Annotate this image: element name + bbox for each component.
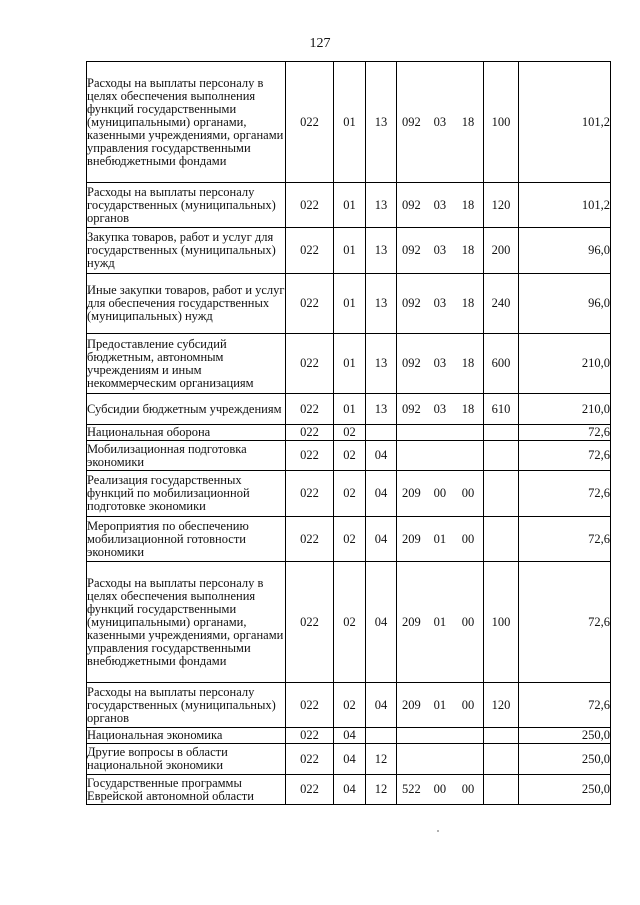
csr-code <box>397 683 484 728</box>
expense-name: Субсидии бюджетным учреждениям <box>87 394 286 425</box>
pr-code: 13 <box>366 274 397 334</box>
csr-part-2: 01 <box>433 531 447 546</box>
ved-code: 022 <box>286 744 334 775</box>
expense-name: Иные закупки товаров, работ и услуг для обеспечения государственных (муниципальных) нужд <box>87 274 286 334</box>
pr-code: 04 <box>366 471 397 517</box>
ved-code: 022 <box>286 228 334 274</box>
amount: 250,0 <box>519 744 611 775</box>
ved-code: 022 <box>286 62 334 183</box>
pr-code: 13 <box>366 334 397 394</box>
amount: 101,2 <box>519 62 611 183</box>
rz-code: 04 <box>334 744 366 775</box>
expense-name: Расходы на выплаты персоналу в целях обеспечения выполнения функций государственными (муниципальными) органами, казенными учреждениями, органами управления государственными внебюджетными фондами <box>87 562 286 683</box>
rz-code: 04 <box>334 775 366 805</box>
expense-name: Другие вопросы в области национальной экономики <box>87 744 286 775</box>
vr-code <box>484 728 519 744</box>
csr-part-3: 18 <box>461 401 475 416</box>
table-row <box>87 425 611 441</box>
csr-code <box>397 183 484 228</box>
csr-part-1: 522 <box>402 782 421 796</box>
rz-code: 02 <box>334 683 366 728</box>
csr-part-3: 00 <box>461 697 475 712</box>
amount: 250,0 <box>519 775 611 805</box>
vr-code: 100 <box>484 62 519 183</box>
csr-part-3: 18 <box>461 197 475 212</box>
csr-code <box>397 62 484 183</box>
rz-code: 02 <box>334 425 366 441</box>
ved-code: 022 <box>286 394 334 425</box>
rz-code: 02 <box>334 517 366 562</box>
vr-code <box>484 775 519 805</box>
csr-part-1: 092 <box>402 114 421 129</box>
csr-code <box>397 394 484 425</box>
rz-code: 01 <box>334 228 366 274</box>
csr-part-3: 18 <box>461 356 475 370</box>
rz-code: 01 <box>334 183 366 228</box>
csr-part-2: 03 <box>433 243 447 257</box>
ved-code: 022 <box>286 517 334 562</box>
pr-code: 04 <box>366 683 397 728</box>
csr-code <box>397 744 484 775</box>
csr-part-3: 00 <box>461 614 475 629</box>
amount: 96,0 <box>519 228 611 274</box>
ved-code: 022 <box>286 274 334 334</box>
csr-part-3: 18 <box>461 296 475 310</box>
rz-code: 01 <box>334 274 366 334</box>
expense-name: Закупка товаров, работ и услуг для государственных (муниципальных) нужд <box>87 228 286 274</box>
csr-code <box>397 441 484 471</box>
budget-table-body <box>87 62 611 805</box>
amount: 72,6 <box>519 683 611 728</box>
table-row <box>87 562 611 683</box>
amount: 96,0 <box>519 274 611 334</box>
table-row <box>87 274 611 334</box>
rz-code: 01 <box>334 394 366 425</box>
expense-name: Мобилизационная подготовка экономики <box>87 441 286 471</box>
rz-code: 02 <box>334 441 366 471</box>
csr-code <box>397 562 484 683</box>
amount: 210,0 <box>519 334 611 394</box>
csr-part-1: 209 <box>402 697 421 712</box>
vr-code: 200 <box>484 228 519 274</box>
pr-code: 13 <box>366 228 397 274</box>
table-row <box>87 62 611 183</box>
csr-part-1: 092 <box>402 356 421 370</box>
expense-name: Реализация государственных функций по мобилизационной подготовке экономики <box>87 471 286 517</box>
pr-code: 13 <box>366 62 397 183</box>
vr-code <box>484 744 519 775</box>
csr-part-2: 03 <box>433 296 447 310</box>
csr-code <box>397 334 484 394</box>
rz-code: 02 <box>334 471 366 517</box>
amount: 72,6 <box>519 425 611 441</box>
csr-part-3: 00 <box>461 531 475 546</box>
csr-part-2: 00 <box>433 782 447 796</box>
vr-code <box>484 441 519 471</box>
ved-code: 022 <box>286 334 334 394</box>
table-row <box>87 517 611 562</box>
page-number: 127 <box>309 36 331 51</box>
csr-part-2: 03 <box>433 114 447 129</box>
table-row <box>87 775 611 805</box>
pr-code <box>366 425 397 441</box>
csr-part-3: 18 <box>461 114 475 129</box>
csr-code <box>397 517 484 562</box>
vr-code: 120 <box>484 683 519 728</box>
csr-part-2: 03 <box>433 401 447 416</box>
pr-code <box>366 728 397 744</box>
table-row <box>87 228 611 274</box>
rz-code: 02 <box>334 562 366 683</box>
amount: 72,6 <box>519 517 611 562</box>
table-row <box>87 394 611 425</box>
table-row <box>87 334 611 394</box>
ved-code: 022 <box>286 183 334 228</box>
csr-part-2: 03 <box>433 197 447 212</box>
csr-part-1: 209 <box>402 531 421 546</box>
amount: 210,0 <box>519 394 611 425</box>
csr-part-1: 092 <box>402 197 421 212</box>
amount: 250,0 <box>519 728 611 744</box>
ved-code: 022 <box>286 425 334 441</box>
csr-code <box>397 425 484 441</box>
table-row <box>87 471 611 517</box>
pr-code: 04 <box>366 562 397 683</box>
pr-code: 04 <box>366 517 397 562</box>
ved-code: 022 <box>286 441 334 471</box>
csr-part-3: 00 <box>461 782 475 796</box>
csr-part-2: 01 <box>433 614 447 629</box>
rz-code: 01 <box>334 334 366 394</box>
csr-part-1: 092 <box>402 296 421 310</box>
vr-code <box>484 471 519 517</box>
csr-part-1: 092 <box>402 401 421 416</box>
expense-name: Расходы на выплаты персоналу в целях обеспечения выполнения функций государственными (муниципальными) органами, казенными учреждениями, органами управления государственными внебюджетными фондами <box>87 62 286 183</box>
vr-code <box>484 425 519 441</box>
vr-code: 610 <box>484 394 519 425</box>
csr-part-3: 18 <box>461 243 475 257</box>
ved-code: 022 <box>286 683 334 728</box>
expense-name: Расходы на выплаты персоналу государственных (муниципальных) органов <box>87 183 286 228</box>
csr-part-2: 01 <box>433 697 447 712</box>
expense-name: Национальная экономика <box>87 728 286 744</box>
csr-code <box>397 471 484 517</box>
scan-artifact <box>437 830 439 832</box>
ved-code: 022 <box>286 775 334 805</box>
table-row <box>87 744 611 775</box>
vr-code: 120 <box>484 183 519 228</box>
vr-code: 240 <box>484 274 519 334</box>
csr-code <box>397 274 484 334</box>
amount: 101,2 <box>519 183 611 228</box>
pr-code: 13 <box>366 394 397 425</box>
vr-code: 100 <box>484 562 519 683</box>
expense-name: Государственные программы Еврейской автономной области <box>87 775 286 805</box>
table-row <box>87 683 611 728</box>
csr-part-3: 00 <box>461 486 475 500</box>
pr-code: 12 <box>366 744 397 775</box>
pr-code: 13 <box>366 183 397 228</box>
csr-part-1: 209 <box>402 614 421 629</box>
rz-code: 04 <box>334 728 366 744</box>
pr-code: 12 <box>366 775 397 805</box>
csr-part-1: 092 <box>402 243 421 257</box>
table-row <box>87 728 611 744</box>
expense-name: Расходы на выплаты персоналу государственных (муниципальных) органов <box>87 683 286 728</box>
ved-code: 022 <box>286 728 334 744</box>
ved-code: 022 <box>286 471 334 517</box>
csr-code <box>397 775 484 805</box>
csr-part-2: 00 <box>433 486 447 500</box>
ved-code: 022 <box>286 562 334 683</box>
expense-name: Предоставление субсидий бюджетным, автономным учреждениям и иным некоммерческим организациям <box>87 334 286 394</box>
pr-code: 04 <box>366 441 397 471</box>
table-row <box>87 183 611 228</box>
rz-code: 01 <box>334 62 366 183</box>
budget-table <box>86 61 611 805</box>
expense-name: Мероприятия по обеспечению мобилизационной готовности экономики <box>87 517 286 562</box>
csr-code <box>397 228 484 274</box>
expense-name: Национальная оборона <box>87 425 286 441</box>
csr-code <box>397 728 484 744</box>
vr-code <box>484 517 519 562</box>
amount: 72,6 <box>519 441 611 471</box>
amount: 72,6 <box>519 562 611 683</box>
amount: 72,6 <box>519 471 611 517</box>
vr-code: 600 <box>484 334 519 394</box>
csr-part-2: 03 <box>433 356 447 370</box>
table-row <box>87 441 611 471</box>
csr-part-1: 209 <box>402 486 421 500</box>
